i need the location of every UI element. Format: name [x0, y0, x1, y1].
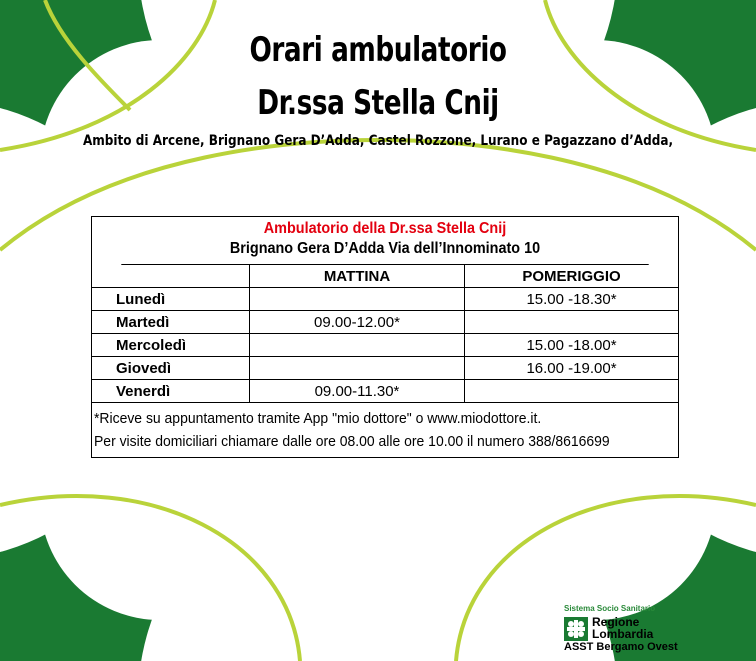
morning-cell: 09.00-11.30*	[250, 380, 465, 403]
day-cell: Giovedì	[92, 357, 250, 380]
table-row	[92, 288, 678, 311]
table-row	[92, 357, 678, 380]
clinic-name: Ambulatorio della Dr.ssa Stella Cnij	[263, 220, 507, 237]
table-header-row	[92, 265, 678, 288]
morning-cell	[250, 288, 465, 311]
morning-header: MATTINA	[250, 265, 465, 288]
regione-lombardia-logo	[560, 600, 700, 660]
clinic-address: Brignano Gera D’Adda Via dell’Innominato 10	[121, 240, 648, 265]
morning-cell: 09.00-12.00*	[250, 311, 465, 334]
day-cell: Mercoledì	[92, 334, 250, 357]
blank-header-cell	[92, 265, 250, 288]
afternoon-cell	[465, 311, 679, 334]
area-subtitle: Ambito di Arcene, Brignano Gera D’Adda, Castel Rozzone, Lurano e Pagazzano d’Adda,	[82, 133, 674, 149]
doctor-name-title: Dr.ssa Stella Cnij	[257, 83, 499, 123]
table-row	[92, 380, 678, 403]
day-cell: Martedì	[92, 311, 250, 334]
afternoon-cell: 15.00 -18.00*	[465, 334, 679, 357]
logo-region-line1: Regione	[592, 615, 640, 629]
logo-asst-text: ASST Bergamo Ovest	[564, 641, 678, 653]
morning-cell	[250, 334, 465, 357]
home-visit-note: Per visite domiciliari chiamare dalle ore 08.00 alle ore 10.00 il numero 388/8616699	[94, 433, 610, 450]
schedule-table	[91, 216, 679, 458]
table-row	[92, 334, 678, 357]
afternoon-cell: 16.00 -19.00*	[465, 357, 679, 380]
page-title: Orari ambulatorio	[249, 30, 507, 70]
lombardy-rose-icon	[564, 617, 588, 641]
notes	[92, 403, 678, 457]
hours-grid	[92, 265, 678, 403]
day-cell: Venerdì	[92, 380, 250, 403]
logo-system-text: Sistema Socio Sanitario	[564, 604, 656, 613]
day-cell: Lunedì	[92, 288, 250, 311]
afternoon-cell: 15.00 -18.30*	[465, 288, 679, 311]
logo-region-line2: Lombardia	[592, 627, 654, 641]
afternoon-header: POMERIGGIO	[465, 265, 679, 288]
afternoon-cell	[465, 380, 679, 403]
appointment-note: *Riceve su appuntamento tramite App "mio dottore" o www.miodottore.it.	[94, 410, 542, 427]
table-row	[92, 311, 678, 334]
morning-cell	[250, 357, 465, 380]
